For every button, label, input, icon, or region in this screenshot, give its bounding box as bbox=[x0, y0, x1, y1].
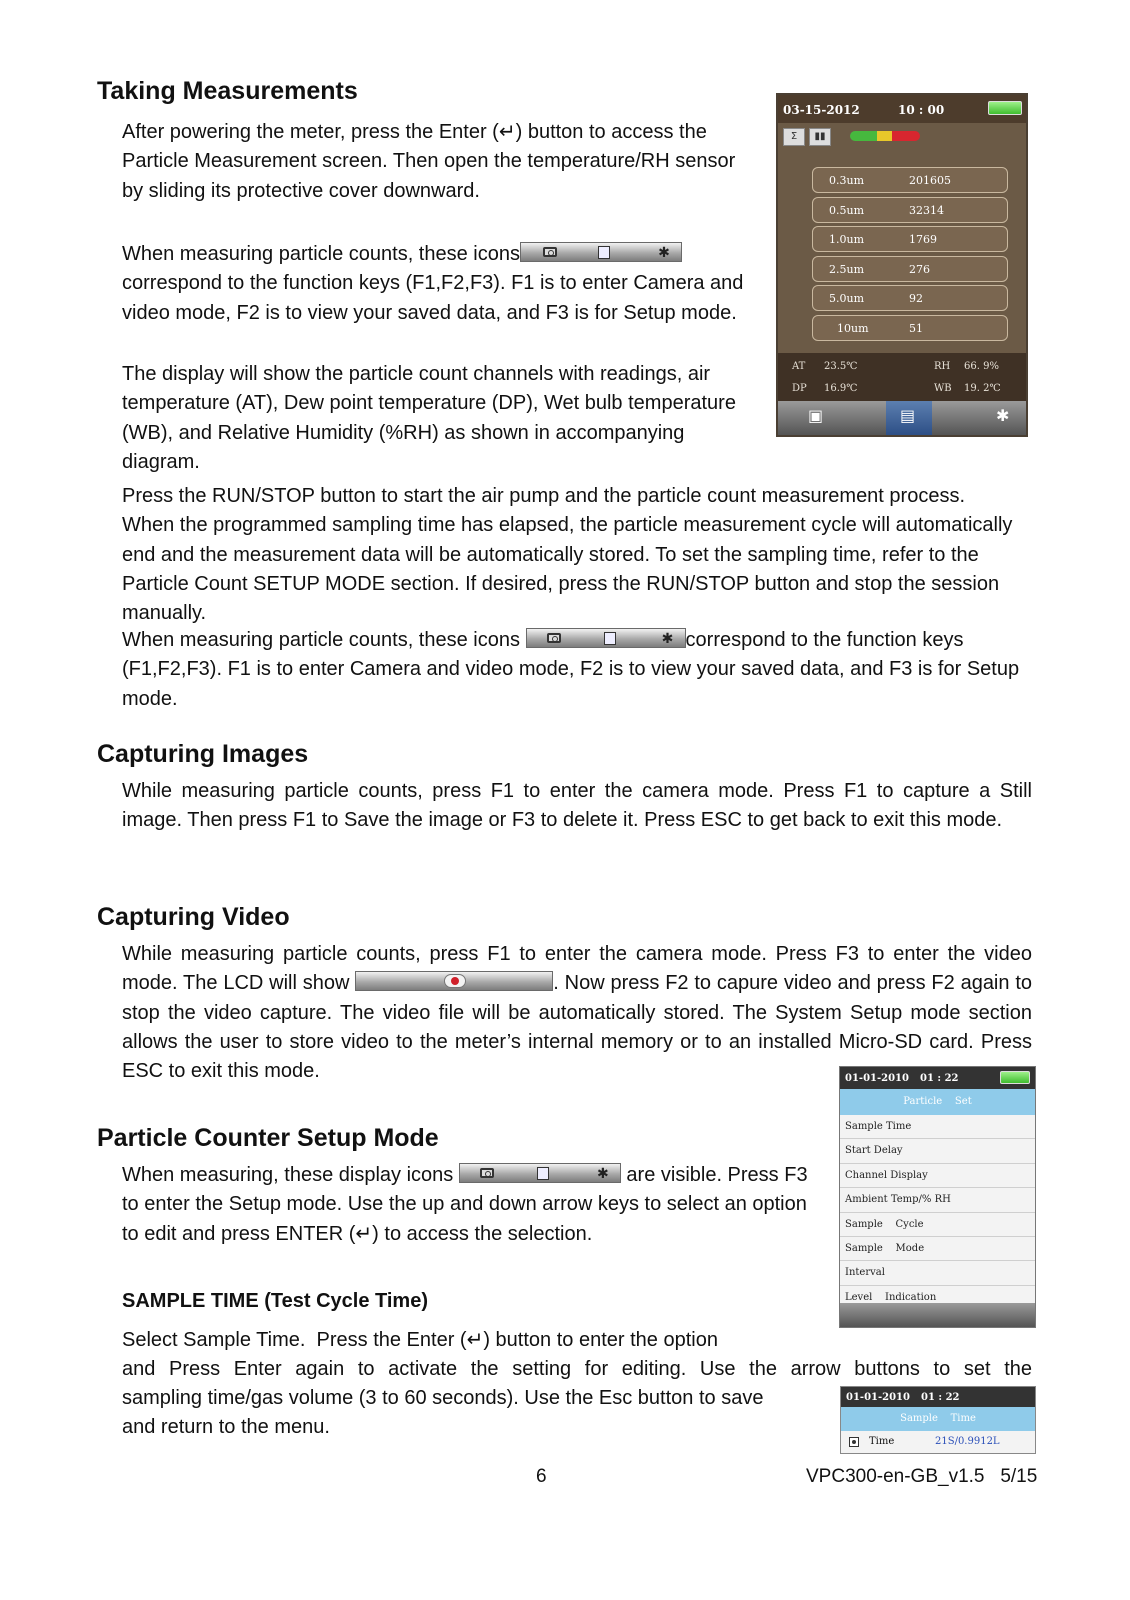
sigma-icon: Σ bbox=[783, 128, 805, 146]
at-label: AT bbox=[792, 361, 806, 372]
at-value: 23.5℃ bbox=[824, 361, 858, 372]
paragraph-sample-time-line-2: and Press Enter again to activate the setting for editing. Use the arrow buttons to set the bbox=[122, 1358, 1032, 1380]
paragraph-capturing-video-text-a: While measuring particle counts, press F1 to enter the camera mode. Press F3 to enter the video mode. The LCD will show bbox=[122, 943, 1032, 995]
save-disk-icon bbox=[604, 632, 616, 645]
page-number: 6 bbox=[536, 1466, 547, 1487]
heading-capturing-images: Capturing Images bbox=[97, 740, 309, 768]
channel-row bbox=[812, 285, 1008, 311]
channel-row bbox=[812, 197, 1008, 223]
screen3-date: 01-01-2010 bbox=[846, 1392, 910, 1403]
channel-count: 1769 bbox=[909, 233, 937, 246]
document-id: VPC300-en-GB_v1.5 5/15 bbox=[806, 1466, 1038, 1487]
gear-icon: ✱ bbox=[661, 630, 674, 646]
channel-size: 0.3um bbox=[829, 174, 865, 187]
rh-value: 66. 9% bbox=[964, 361, 999, 372]
screen2-title: Particle Set bbox=[840, 1089, 1035, 1115]
paragraph-setup-mode bbox=[122, 1161, 822, 1249]
sample-time-row bbox=[841, 1431, 1035, 1453]
channel-size: 2.5um bbox=[829, 263, 865, 276]
save-disk-icon bbox=[537, 1167, 549, 1180]
gear-icon: ✱ bbox=[996, 408, 1010, 425]
dp-value: 16.9℃ bbox=[824, 383, 858, 394]
paragraph-function-icons-text-a: When measuring particle counts, these icons bbox=[122, 243, 520, 265]
screen2-date: 01-01-2010 bbox=[845, 1073, 909, 1084]
sample-time-value: 21S/0.9912L bbox=[935, 1436, 1000, 1447]
wb-label: WB bbox=[934, 383, 952, 394]
screen1-time: 10 : 00 bbox=[898, 103, 945, 117]
paragraph-function-icons-text-b: correspond to the function keys (F1,F2,F3). F1 is to enter Camera and video mode, F2 is to view your saved data, and F3 is for Setup mode. bbox=[122, 272, 744, 324]
wb-value: 19. 2℃ bbox=[964, 383, 1001, 394]
heading-setup-mode: Particle Counter Setup Mode bbox=[97, 1124, 439, 1152]
menu-item: Ambient Temp/% RH bbox=[840, 1188, 1035, 1212]
paragraph-display-channels: The display will show the particle count channels with readings, air temperature (AT), Dew point temperature (DP), Wet bulb temperature (WB), and Relative Humidity (%RH) as shown in accompanying diagram. bbox=[122, 363, 736, 473]
heading-taking-measurements: Taking Measurements bbox=[97, 77, 358, 105]
channel-row bbox=[812, 315, 1008, 341]
particle-set-screen bbox=[839, 1066, 1036, 1328]
paragraph-capturing-video-text-b: . Now press F2 to capure video and press F2 again to stop the video capture. The video file will be automatically stored. The System Setup mode section allows the user to store video to the meter’s internal memory or to an installed Micro-SD card. Press ESC to exit this mode. bbox=[122, 972, 1033, 1083]
menu-item: Interval bbox=[840, 1261, 1035, 1285]
screen1-date: 03-15-2012 bbox=[783, 103, 860, 117]
screen2-function-bar bbox=[840, 1303, 1035, 1327]
menu-item: Sample Mode bbox=[840, 1237, 1035, 1261]
camera-icon bbox=[543, 247, 557, 257]
channel-row bbox=[812, 256, 1008, 282]
camera-icon bbox=[480, 1168, 494, 1178]
paragraph-function-icons bbox=[122, 240, 752, 328]
camera-icon: ▣ bbox=[808, 408, 824, 425]
function-key-strip-3 bbox=[459, 1163, 621, 1183]
subheading-sample-time: SAMPLE TIME (Test Cycle Time) bbox=[122, 1290, 428, 1312]
heading-capturing-video: Capturing Video bbox=[97, 903, 290, 931]
channel-count: 92 bbox=[909, 292, 923, 305]
paragraph-sample-time-line-1: Select Sample Time. Press the Enter (↵) button to enter the option bbox=[122, 1329, 718, 1351]
level-indicator bbox=[850, 131, 920, 141]
battery-icon bbox=[1000, 1071, 1030, 1084]
record-dot-icon bbox=[849, 1437, 859, 1447]
channel-count: 201605 bbox=[909, 174, 951, 187]
screen3-status-bar bbox=[841, 1387, 1035, 1407]
battery-icon bbox=[988, 101, 1022, 115]
gear-icon: ✱ bbox=[658, 244, 670, 260]
paragraph-setup-mode-text-b: are visible. Press F3 to enter the Setup mode. Use the up and down arrow keys to select an option to edit and press ENTER (↵) to access the selection. bbox=[122, 1164, 808, 1245]
channel-size: 1.0um bbox=[829, 233, 865, 246]
screen1-status-bar bbox=[778, 95, 1026, 123]
menu-item: Channel Display bbox=[840, 1164, 1035, 1188]
channel-size: 5.0um bbox=[829, 292, 865, 305]
save-disk-icon: ▤ bbox=[900, 408, 916, 425]
menu-item: Sample Time bbox=[840, 1115, 1035, 1139]
screen2-time: 01 : 22 bbox=[920, 1073, 959, 1084]
environment-panel bbox=[778, 353, 1026, 403]
channel-count: 32314 bbox=[909, 204, 944, 217]
camera-icon bbox=[547, 633, 561, 643]
menu-item: Start Delay bbox=[840, 1139, 1035, 1163]
function-key-strip-2 bbox=[526, 628, 686, 648]
paragraph-sample-time-line-3: sampling time/gas volume (3 to 60 seconds). Use the Esc button to save bbox=[122, 1387, 764, 1409]
video-record-strip bbox=[355, 971, 553, 991]
screen1-function-bar bbox=[778, 401, 1026, 435]
sample-time-label: Time bbox=[869, 1436, 895, 1447]
gear-icon: ✱ bbox=[596, 1165, 609, 1181]
rh-label: RH bbox=[934, 361, 951, 372]
screen3-time: 01 : 22 bbox=[921, 1392, 960, 1403]
record-icon bbox=[444, 974, 466, 988]
screen3-title: Sample Time bbox=[841, 1407, 1035, 1431]
channel-row bbox=[812, 226, 1008, 252]
save-disk-icon bbox=[598, 246, 610, 259]
paragraph-sample-time-line-4: and return to the menu. bbox=[122, 1416, 330, 1438]
paragraph-capturing-video bbox=[122, 940, 1032, 1086]
pause-icon: ▮▮ bbox=[809, 128, 831, 146]
channel-count: 276 bbox=[909, 263, 930, 276]
paragraph-setup-mode-text-a: When measuring, these display icons bbox=[122, 1164, 454, 1186]
dp-label: DP bbox=[792, 383, 807, 394]
channel-count: 51 bbox=[909, 322, 923, 335]
paragraph-function-icons-2 bbox=[122, 626, 1037, 714]
paragraph-power-on: After powering the meter, press the Enter (↵) button to access the Particle Measurement screen. Then open the temperature/RH sensor by sliding its protective cover downward. bbox=[122, 121, 736, 202]
particle-measurement-screen bbox=[776, 93, 1028, 437]
menu-item: Level Indication bbox=[840, 1286, 1035, 1310]
paragraph-function-icons-2-text-a: When measuring particle counts, these icons bbox=[122, 629, 520, 651]
channel-size: 0.5um bbox=[829, 204, 865, 217]
sample-time-screen bbox=[840, 1386, 1036, 1454]
channel-row bbox=[812, 167, 1008, 193]
menu-item: Sample Cycle bbox=[840, 1213, 1035, 1237]
paragraph-capturing-images: While measuring particle counts, press F1 to enter the camera mode. Press F1 to capture a Still image. Then press F1 to Save the image or F3 to delete it. Press ESC to get back to exit this mode. bbox=[122, 780, 1032, 832]
paragraph-function-icons-2-text-b: correspond to the function keys (F1,F2,F3). F1 is to enter Camera and video mode, F2 is to view your saved data, and F3 is for Setup mode. bbox=[122, 629, 1020, 710]
function-key-strip bbox=[520, 242, 682, 262]
channel-size: 10um bbox=[837, 322, 869, 335]
paragraph-run-stop: Press the RUN/STOP button to start the air pump and the particle count measurement process. When the programmed sampling time has elapsed, the particle measurement cycle will automatically end and the measurement data will be automatically stored. To set the sampling time, refer to the Particle Count SETUP MODE section. If desired, press the RUN/STOP button and stop the session manually. bbox=[122, 485, 1013, 625]
screen2-status-bar bbox=[840, 1067, 1035, 1089]
